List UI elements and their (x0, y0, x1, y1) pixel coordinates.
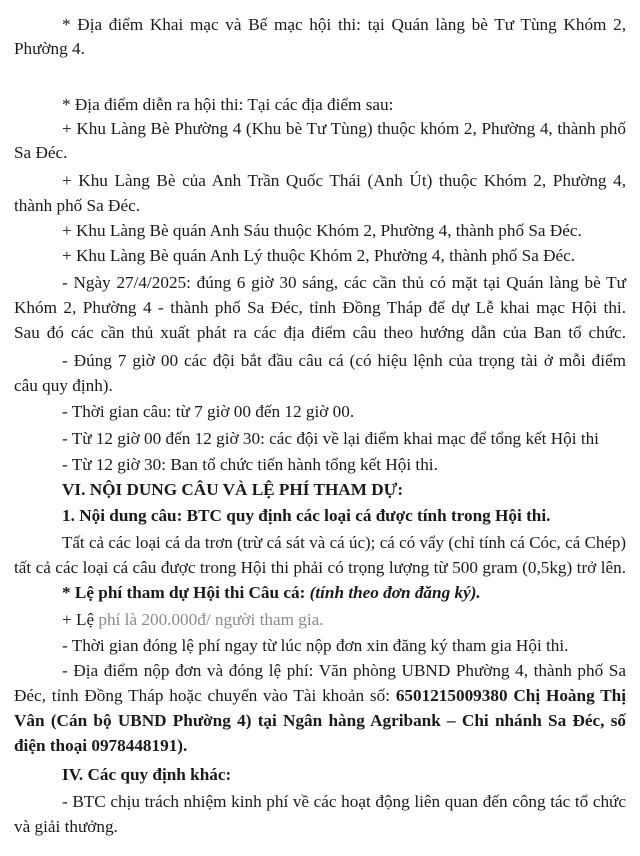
text-line: + Khu Làng Bè của Anh Trần Quốc Thái (Anh Út) thuộc Khóm 2, Phường 4, (62, 171, 626, 190)
text-line: câu quy định). (14, 376, 113, 395)
fee-heading-label: * Lệ phí tham dự Hội thi Câu cá: (62, 583, 310, 602)
text-line: - Thời gian câu: từ 7 giờ 00 đến 12 giờ 00. (62, 402, 355, 421)
text-line: tất cả các loại cá câu được trong Hội thi phải có trọng lượng từ 500 gram (0,5kg) trở lên. (14, 558, 626, 577)
fee-heading-note: (tính theo đơn đăng ký). (309, 583, 481, 602)
text-line: - Thời gian đóng lệ phí ngay từ lúc nộp đơn xin đăng ký tham gia Hội thi. (62, 636, 569, 655)
text-line: - Địa điểm nộp đơn và đóng lệ phí: Văn phòng UBND Phường 4, thành phố Sa (62, 661, 626, 680)
text-line: điện thoại 0978448191). (14, 736, 188, 755)
text-line: Phường 4. (14, 39, 85, 58)
text-line: - Ngày 27/4/2025: đúng 6 giờ 30 sáng, các cần thủ có mặt tại Quán làng bè Tư (62, 273, 626, 292)
text-line: * Địa điểm Khai mạc và Bế mạc hội thi: tại Quán làng bè Tư Tùng Khóm 2, (62, 15, 626, 34)
text-line: Sau đó các cần thủ xuất phát ra các địa điểm câu theo hướng dẫn của Ban tổ chức. (14, 323, 626, 342)
text-line: Vân (Cán bộ UBND Phường 4) tại Ngân hàng Agribank – Chi nhánh Sa Đéc, số (14, 711, 626, 730)
text-line: + Khu Làng Bè quán Anh Sáu thuộc Khóm 2, Phường 4, thành phố Sa Đéc. (62, 221, 582, 240)
text-line: và giải thưởng. (14, 817, 118, 836)
fee-amount-line (62, 609, 626, 631)
subsection-heading: 1. Nội dung câu: BTC quy định các loại cá được tính trong Hội thi. (62, 506, 551, 525)
text-line: * Địa điểm diễn ra hội thi: Tại các địa điểm sau: (62, 95, 394, 114)
text-line: + Khu Làng Bè quán Anh Lý thuộc Khóm 2, Phường 4, thành phố Sa Đéc. (62, 246, 576, 265)
fee-amount-text: phí là 200.000đ/ người tham gia. (94, 610, 324, 629)
fee-amount-prefix: + Lệ (62, 610, 95, 629)
text-line: - Từ 12 giờ 30: Ban tổ chức tiến hành tổng kết Hội thi. (62, 455, 438, 474)
text-line: - Đúng 7 giờ 00 các đội bắt đầu câu cá (có hiệu lệnh của trọng tài ở mỗi điểm (62, 351, 626, 370)
section-heading: IV. Các quy định khác: (62, 765, 232, 784)
text-line: - Từ 12 giờ 00 đến 12 giờ 30: các đội về lại điểm khai mạc để tổng kết Hội thi (62, 429, 599, 448)
text-line: + Khu Làng Bè Phường 4 (Khu bè Tư Tùng) thuộc khóm 2, Phường 4, thành phố (62, 119, 626, 138)
text-line: Tất cả các loại cá da trơn (trừ cá sát và cá úc); cá có vẩy (chỉ tính cá Cóc, cá Chép) (62, 533, 626, 552)
account-number: 6501215009380 Chị Hoàng Thị (395, 686, 626, 705)
fee-heading (62, 582, 626, 604)
account-intro: Đéc, tỉnh Đồng Tháp hoặc chuyển vào Tài khoản số: (14, 686, 396, 705)
section-heading: VI. NỘI DUNG CÂU VÀ LỆ PHÍ THAM DỰ: (62, 480, 404, 499)
text-line: thành phố Sa Đéc. (14, 196, 141, 215)
text-line: - BTC chịu trách nhiệm kinh phí về các hoạt động liên quan đến công tác tổ chức (62, 792, 626, 811)
account-line (14, 685, 626, 707)
text-line: Sa Đéc. (14, 143, 68, 162)
text-line: Khóm 2, Phường 4 - thành phố Sa Đéc, tỉnh Đồng Tháp để dự Lễ khai mạc Hội thi. (14, 298, 626, 317)
